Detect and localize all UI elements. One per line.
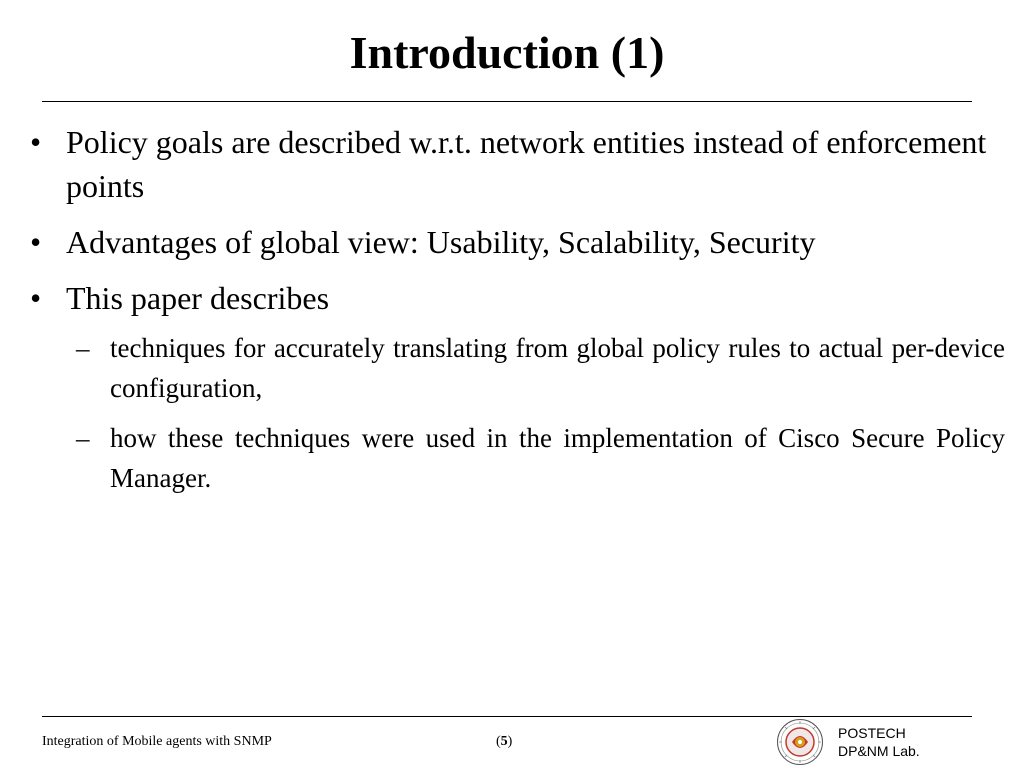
bullet-text: This paper describes — [66, 280, 330, 316]
bullet-text: Policy goals are described w.r.t. network entities instead of enforcement points — [66, 124, 987, 204]
title-divider — [42, 101, 972, 102]
postech-seal-logo — [776, 718, 824, 766]
page-number: 5 — [500, 734, 508, 749]
footer-lab-name — [838, 724, 920, 760]
bullet-text: Advantages of global view: Usability, Scalability, Security — [66, 224, 816, 260]
sub-bullet-text: how these techniques were used in the implementation of Cisco Secure Policy Manager. — [110, 423, 1005, 493]
page-open-paren: ( — [496, 734, 501, 749]
slide-title: Introduction (1) — [349, 27, 665, 78]
sub-bullet-item — [30, 418, 1005, 498]
footer-presentation-title: Integration of Mobile agents with SNMP — [42, 734, 272, 749]
bullet-mark: • — [30, 224, 42, 260]
footer-divider — [42, 716, 972, 717]
bullet-mark: • — [30, 124, 42, 160]
bullet-item — [30, 276, 1005, 320]
sub-bullet-list — [30, 328, 1005, 498]
slide-content — [30, 120, 1005, 508]
sub-bullet-item — [30, 328, 1005, 408]
lab-line-postech: POSTECH — [838, 725, 906, 741]
bullet-item — [30, 120, 1005, 208]
sub-bullet-mark: – — [76, 333, 90, 363]
sub-bullet-text: techniques for accurately translating from global policy rules to actual per-device configuration, — [110, 333, 1005, 403]
bullet-item — [30, 220, 1005, 264]
bullet-mark: • — [30, 280, 42, 316]
lab-line-dpnm: DP&NM Lab. — [838, 743, 920, 759]
footer-page-number — [496, 734, 512, 750]
page-close-paren: ) — [507, 734, 513, 749]
sub-bullet-mark: – — [76, 423, 90, 453]
